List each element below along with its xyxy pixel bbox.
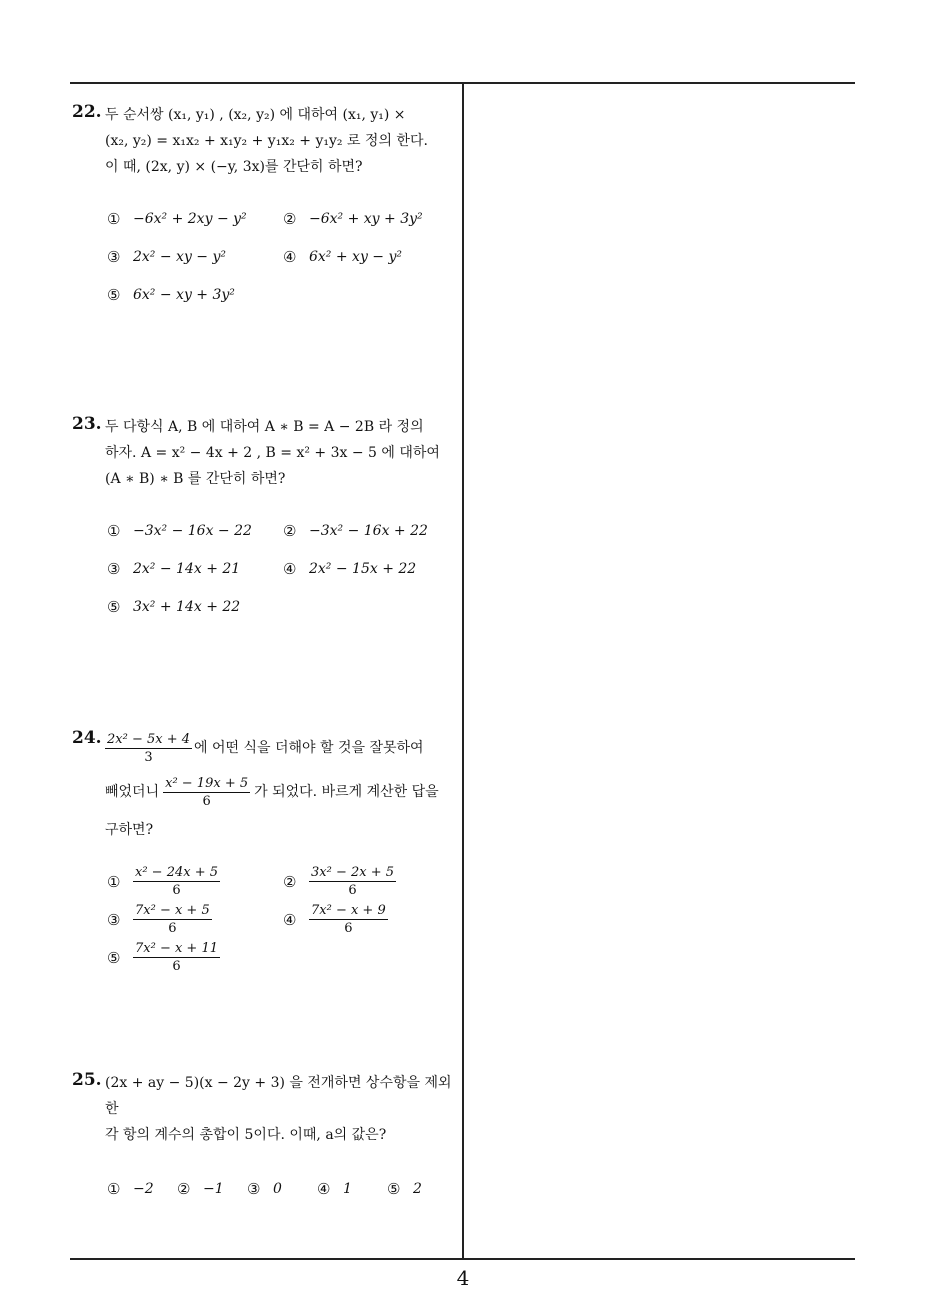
choice-mark: ③ bbox=[107, 248, 121, 266]
choice-mark: ② bbox=[177, 1180, 191, 1198]
choice-mark: ⑤ bbox=[387, 1180, 401, 1198]
stem-line: (A ∗ B) ∗ B 를 간단히 하면? bbox=[105, 471, 286, 487]
choice-3[interactable] bbox=[107, 902, 212, 937]
choice-2[interactable] bbox=[177, 1180, 224, 1198]
fraction-numerator: 3x² − 2x + 5 bbox=[311, 865, 395, 880]
stem-text: 가 되었다. 바르게 계산한 답을 bbox=[254, 784, 439, 800]
choice-5[interactable] bbox=[387, 1180, 422, 1198]
fraction-numerator: 7x² − x + 9 bbox=[311, 903, 386, 918]
question-25 bbox=[72, 1070, 457, 1198]
question-23 bbox=[72, 414, 457, 616]
choice-text: 1 bbox=[343, 1181, 352, 1197]
stem-line: 이 때, (2x, y) × (−y, 3x)를 간단히 하면? bbox=[105, 159, 363, 175]
fraction-numerator: x² − 24x + 5 bbox=[135, 865, 219, 880]
choice-fraction bbox=[309, 902, 388, 937]
question-number: 22. bbox=[72, 102, 102, 122]
choice-1[interactable] bbox=[107, 864, 220, 899]
column-divider bbox=[462, 83, 464, 1259]
choice-2[interactable] bbox=[283, 210, 423, 228]
stem-line: 각 항의 계수의 총합이 5이다. 이때, a의 값은? bbox=[105, 1127, 387, 1143]
choice-mark: ⑤ bbox=[107, 948, 121, 967]
choice-mark: ② bbox=[283, 210, 297, 228]
question-stem bbox=[105, 1070, 457, 1148]
question-number: 25. bbox=[72, 1070, 102, 1090]
stem-text: 구하면? bbox=[105, 822, 154, 838]
choice-1[interactable] bbox=[107, 1180, 154, 1198]
choice-2[interactable] bbox=[283, 864, 396, 899]
bottom-rule bbox=[70, 1258, 855, 1260]
stem-line: (2x + ay − 5)(x − 2y + 3) 을 전개하면 상수항을 제외한 bbox=[105, 1075, 452, 1117]
choice-5[interactable] bbox=[107, 598, 240, 616]
choice-mark: ③ bbox=[107, 910, 121, 929]
stem-line: 두 다항식 A, B 에 대하여 A ∗ B = A − 2B 라 정의 bbox=[105, 419, 424, 435]
choice-mark: ④ bbox=[283, 910, 297, 929]
question-22 bbox=[72, 102, 457, 304]
choice-text: 6x² + xy − y² bbox=[309, 249, 403, 265]
stem-line: 두 순서쌍 (x₁, y₁) , (x₂, y₂) 에 대하여 (x₁, y₁) × bbox=[105, 107, 406, 123]
stem-text: 빼었더니 bbox=[105, 784, 160, 800]
choice-mark: ④ bbox=[283, 248, 297, 266]
choice-text: 2x² − xy − y² bbox=[133, 249, 227, 265]
choice-text: −6x² + xy + 3y² bbox=[309, 211, 423, 227]
stem-text: 에 어떤 식을 더해야 할 것을 잘못하여 bbox=[194, 740, 424, 756]
choice-3[interactable] bbox=[107, 560, 240, 578]
choice-fraction bbox=[133, 864, 220, 899]
choice-mark: ① bbox=[107, 210, 121, 228]
stem-fraction bbox=[105, 731, 192, 766]
choice-text: −2 bbox=[133, 1181, 154, 1197]
fraction-denominator: 6 bbox=[202, 793, 211, 809]
stem-fraction bbox=[163, 775, 250, 810]
choice-text: 6x² − xy + 3y² bbox=[133, 287, 235, 303]
choice-mark: ③ bbox=[107, 560, 121, 578]
fraction-denominator: 6 bbox=[348, 883, 357, 898]
choice-mark: ④ bbox=[317, 1180, 331, 1198]
choice-mark: ① bbox=[107, 522, 121, 540]
choice-mark: ① bbox=[107, 872, 121, 891]
question-24 bbox=[72, 728, 457, 974]
choice-4[interactable] bbox=[283, 902, 388, 937]
choice-fraction bbox=[133, 902, 212, 937]
choice-fraction bbox=[309, 864, 396, 899]
fraction-numerator: 7x² − x + 11 bbox=[135, 941, 219, 956]
choice-5[interactable] bbox=[107, 286, 235, 304]
choice-text: −3x² − 16x + 22 bbox=[309, 523, 428, 539]
choice-text: −3x² − 16x − 22 bbox=[133, 523, 252, 539]
question-stem bbox=[105, 728, 457, 840]
choice-text: −1 bbox=[203, 1181, 224, 1197]
choice-2[interactable] bbox=[283, 522, 428, 540]
choice-1[interactable] bbox=[107, 522, 252, 540]
choice-fraction bbox=[133, 940, 220, 975]
choice-mark: ③ bbox=[247, 1180, 261, 1198]
page-number: 4 bbox=[456, 1266, 470, 1290]
choice-4[interactable] bbox=[283, 560, 416, 578]
choice-4[interactable] bbox=[283, 248, 402, 266]
fraction-denominator: 6 bbox=[344, 921, 353, 936]
question-number: 23. bbox=[72, 414, 102, 434]
choice-mark: ⑤ bbox=[107, 286, 121, 304]
choice-mark: ② bbox=[283, 522, 297, 540]
question-stem bbox=[105, 102, 457, 180]
choice-text: 0 bbox=[273, 1181, 282, 1197]
choice-mark: ⑤ bbox=[107, 598, 121, 616]
fraction-numerator: 7x² − x + 5 bbox=[135, 903, 210, 918]
choice-text: 2 bbox=[413, 1181, 422, 1197]
fraction-numerator: x² − 19x + 5 bbox=[165, 775, 249, 791]
fraction-denominator: 6 bbox=[172, 883, 181, 898]
stem-line: 하자. A = x² − 4x + 2 , B = x² + 3x − 5 에 대하여 bbox=[105, 445, 440, 461]
choice-mark: ① bbox=[107, 1180, 121, 1198]
choice-mark: ② bbox=[283, 872, 297, 891]
choice-5[interactable] bbox=[107, 940, 220, 975]
fraction-numerator: 2x² − 5x + 4 bbox=[107, 731, 191, 747]
fraction-denominator: 3 bbox=[144, 749, 153, 765]
choice-3[interactable] bbox=[247, 1180, 282, 1198]
fraction-denominator: 6 bbox=[172, 959, 181, 974]
choice-1[interactable] bbox=[107, 210, 247, 228]
choice-4[interactable] bbox=[317, 1180, 352, 1198]
choice-3[interactable] bbox=[107, 248, 226, 266]
choice-mark: ④ bbox=[283, 560, 297, 578]
choice-text: −6x² + 2xy − y² bbox=[133, 211, 247, 227]
question-number: 24. bbox=[72, 728, 102, 748]
stem-line: (x₂, y₂) = x₁x₂ + x₁y₂ + y₁x₂ + y₁y₂ 로 정의 한다. bbox=[105, 133, 428, 149]
choice-text: 3x² + 14x + 22 bbox=[133, 599, 241, 615]
choice-text: 2x² − 15x + 22 bbox=[309, 561, 417, 577]
question-stem bbox=[105, 414, 457, 492]
choice-text: 2x² − 14x + 21 bbox=[133, 561, 241, 577]
fraction-denominator: 6 bbox=[168, 921, 177, 936]
